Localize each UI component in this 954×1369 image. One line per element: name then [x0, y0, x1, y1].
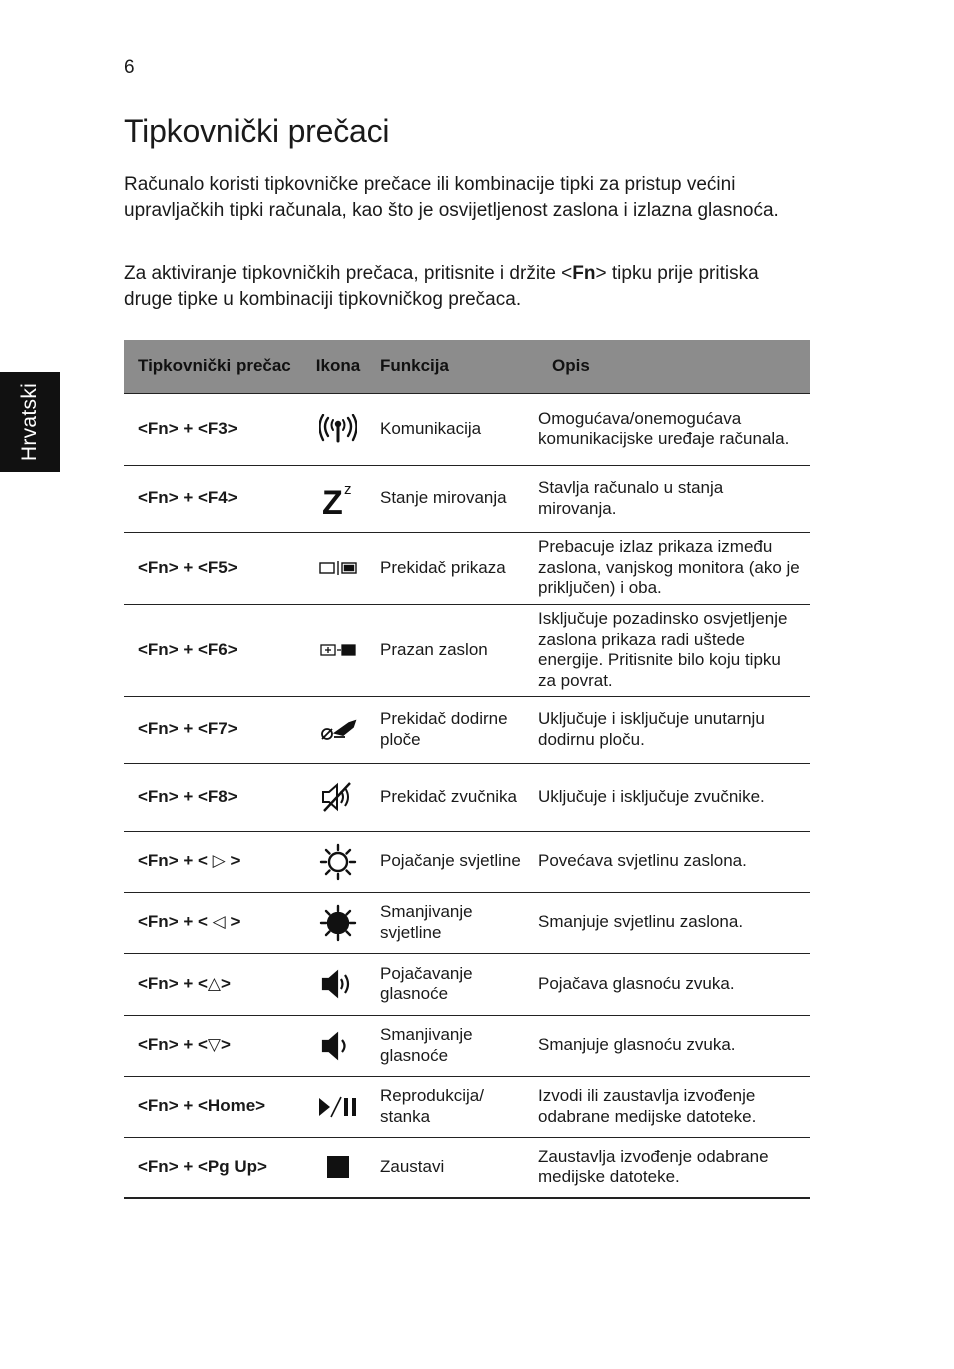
description-cell: Stavlja računalo u stanja mirovanja. — [538, 478, 724, 518]
screen-blank-icon — [320, 643, 356, 657]
sleep-icon — [321, 481, 355, 517]
description-cell: Uključuje i isključuje zvučnike. — [538, 786, 765, 806]
shortcut-cell: <Fn> + <F3> — [138, 418, 238, 438]
description-cell: Izvodi ili zaustavlja izvođenje odabrane medijske datoteke. — [538, 1086, 757, 1126]
function-cell: Pojačanje svjetline — [380, 851, 521, 871]
intro-text-after: > tipku prije pritiska druge tipke u kombinaciji tipkovničkog prečaca. — [124, 263, 759, 310]
description-cell: Povećava svjetlinu zaslona. — [538, 851, 747, 871]
function-cell: Zaustavi — [380, 1157, 445, 1176]
function-cell: Pojačavanje glasnoće — [380, 963, 473, 1003]
intro-paragraph-2 — [124, 261, 804, 312]
language-side-tab — [0, 372, 60, 472]
intro-paragraph-1: Računalo koristi tipkovničke prečace ili kombinacije tipki za pristup većini upravljačkih tipki računala, kao što je osvijetljenost zaslona i izlazna glasnoća. — [124, 174, 779, 221]
function-cell: Stanje mirovanja — [380, 488, 507, 508]
shortcut-cell: <Fn> + <F5> — [138, 557, 238, 577]
svg-text:Z: Z — [322, 483, 343, 517]
function-cell: Prekidač prikaza — [380, 557, 506, 577]
shortcut-cell: <Fn> + <F6> — [138, 639, 238, 659]
page-number: 6 — [124, 57, 135, 78]
table-row — [124, 1137, 810, 1198]
brightness-up-icon — [319, 843, 357, 881]
brightness-down-icon — [319, 904, 357, 942]
function-cell: Prekidač dodirne ploče — [380, 709, 508, 749]
shortcut-cell: <Fn> + < ▷ > — [138, 851, 241, 871]
description-cell: Omogućava/onemogućava komunikacijske uređaje računala. — [538, 408, 790, 448]
table-row — [124, 953, 810, 1015]
shortcuts-table — [124, 340, 810, 1199]
function-cell: Smanjivanje svjetline — [380, 902, 473, 942]
description-cell: Smanjuje svjetlinu zaslona. — [538, 912, 744, 932]
header-function: Funkcija — [380, 356, 449, 375]
speaker-mute-icon — [320, 781, 356, 813]
function-cell: Prekidač zvučnika — [380, 786, 518, 806]
display-toggle-icon — [319, 560, 357, 576]
table-row — [124, 465, 810, 532]
table-row — [124, 1015, 810, 1076]
header-icon: Ikona — [315, 356, 361, 375]
shortcut-cell: <Fn> + <Home> — [138, 1096, 266, 1116]
table-row — [124, 393, 810, 465]
intro-fn-key: Fn — [572, 263, 596, 284]
table-row — [124, 763, 810, 831]
function-cell: Komunikacija — [380, 418, 482, 438]
header-shortcut: Tipkovnički prečac — [138, 356, 291, 375]
touchpad-toggle-icon — [319, 718, 357, 742]
play-pause-icon — [317, 1095, 359, 1119]
description-cell: Zaustavlja izvođenje odabrane medijske datoteke. — [538, 1146, 769, 1187]
table-row — [124, 892, 810, 953]
shortcut-cell: <Fn> + <Pg Up> — [138, 1157, 267, 1176]
description-cell: Smanjuje glasnoću zvuka. — [538, 1035, 736, 1055]
table-row — [124, 532, 810, 604]
shortcut-cell: <Fn> + <F4> — [138, 488, 238, 508]
volume-down-icon — [321, 1030, 355, 1062]
stop-icon — [326, 1155, 350, 1179]
table-row — [124, 1076, 810, 1137]
function-cell: Reprodukcija/ stanka — [380, 1086, 484, 1126]
header-description: Opis — [552, 356, 590, 375]
shortcut-cell: <Fn> + <F8> — [138, 786, 238, 806]
function-cell: Prazan zaslon — [380, 639, 488, 659]
shortcut-cell: <Fn> + < ◁ > — [138, 912, 241, 932]
description-cell: Prebacuje izlaz prikaza između zaslona, vanjskog monitora (ako je priključen) i oba. — [538, 537, 800, 598]
description-cell: Pojačava glasnoću zvuka. — [538, 973, 735, 993]
volume-up-icon — [321, 968, 355, 1000]
table-row — [124, 604, 810, 696]
function-cell: Smanjivanje glasnoće — [380, 1025, 473, 1065]
shortcut-cell: <Fn> + <△> — [138, 973, 231, 993]
table-header-row — [124, 340, 810, 393]
table-row — [124, 696, 810, 763]
wireless-communication-icon — [319, 414, 357, 444]
page-title: Tipkovnički prečaci — [124, 113, 390, 149]
intro-text-before: Za aktiviranje tipkovničkih prečaca, pritisnite i držite < — [124, 263, 573, 284]
shortcut-cell: <Fn> + <F7> — [138, 719, 238, 739]
shortcut-cell: <Fn> + <▽> — [138, 1035, 231, 1055]
table-row — [124, 831, 810, 892]
side-tab-label: Hrvatski — [18, 382, 41, 462]
svg-text:z: z — [344, 480, 352, 498]
description-cell: Isključuje pozadinsko osvjetljenje zaslona prikaza radi uštede energije. Pritisnite bilo koju tipku za povrat. — [538, 609, 788, 690]
description-cell: Uključuje i isključuje unutarnju dodirnu ploču. — [538, 709, 765, 749]
